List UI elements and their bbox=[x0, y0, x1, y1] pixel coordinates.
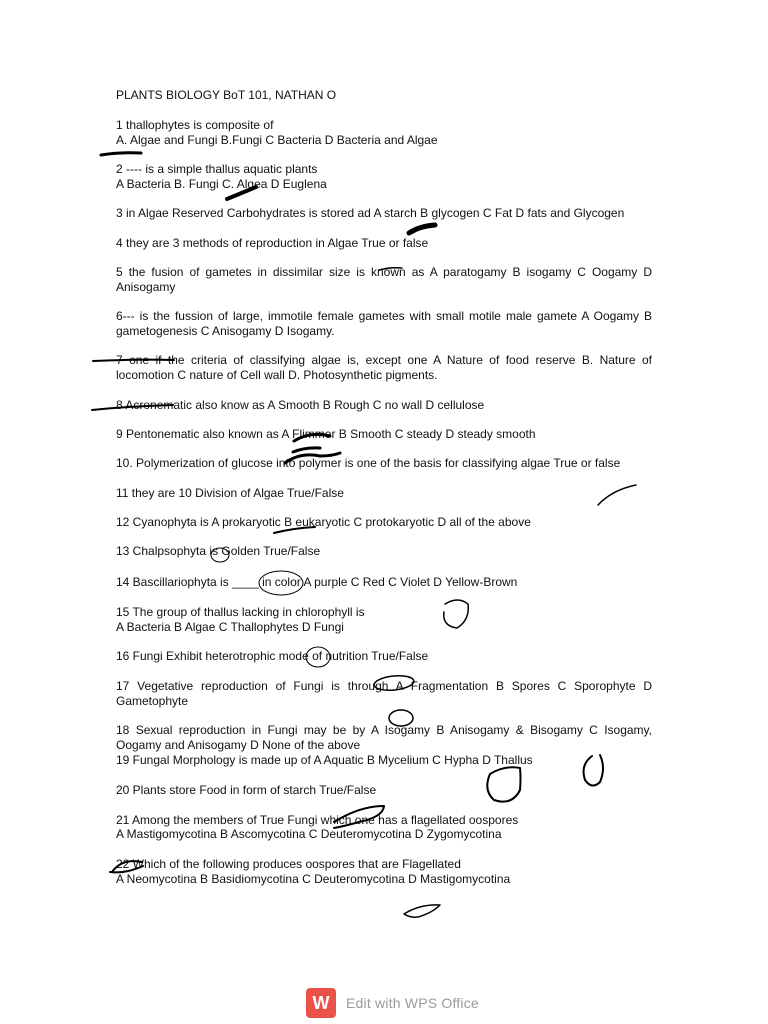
question-options: A. Algae and Fungi B.Fungi C Bacteria D Bacteria and Algae bbox=[116, 132, 438, 147]
question-2 bbox=[116, 162, 652, 192]
question-4: 4 they are 3 methods of reproduction in Algae True or false bbox=[116, 235, 429, 250]
question-16: 16 Fungi Exhibit heterotrophic mode of nutrition True/False bbox=[116, 649, 429, 664]
wps-logo-icon: W bbox=[306, 988, 336, 1018]
question-11: 11 they are 10 Division of Algae True/False bbox=[116, 485, 344, 500]
wps-watermark-text: Edit with WPS Office bbox=[346, 995, 479, 1011]
question-options: A Neomycotina B Basidiomycotina C Deuteromycotina D Mastigomycotina bbox=[116, 871, 511, 886]
question-20: 20 Plants store Food in form of starch True/False bbox=[116, 783, 377, 798]
question-options: A Mastigomycotina B Ascomycotina C Deuteromycotina D Zygomycotina bbox=[116, 827, 502, 842]
question-stem: 21 Among the members of True Fungi which one has a flagellated oospores bbox=[116, 812, 519, 827]
question-10: 10. Polymerization of glucose into polymer is one of the basis for classifying algae True or false bbox=[116, 456, 621, 471]
question-21 bbox=[116, 813, 652, 843]
question-stem: 15 The group of thallus lacking in chlorophyll is bbox=[116, 604, 365, 619]
answer-circle-q22 bbox=[404, 905, 440, 917]
question-13: 13 Chalpsophyta is Golden True/False bbox=[116, 544, 321, 559]
question-5: 5 the fusion of gametes in dissimilar size is known as A paratogamy B isogamy C Oogamy D Anisogamy bbox=[116, 264, 652, 294]
question-options: A Bacteria B. Fungi C. Algea D Euglena bbox=[116, 176, 327, 191]
question-6: 6--- is the fussion of large, immotile female gametes with small motile male gamete A Oogamy B gametogenesis C Anisogamy D Isogamy. bbox=[116, 309, 652, 338]
question-stem: 1 thallophytes is composite of bbox=[116, 117, 274, 132]
document-body bbox=[116, 88, 652, 886]
question-9: 9 Pentonematic also known as A Flimmer B Smooth C steady D steady smooth bbox=[116, 426, 536, 441]
question-8: 8 Acronematic also know as A Smooth B Rough C no wall D cellulose bbox=[116, 397, 485, 412]
question-14: 14 Bascillariophyta is ____ in color A purple C Red C Violet D Yellow-Brown bbox=[116, 574, 518, 589]
question-22 bbox=[116, 857, 652, 887]
question-18: 18 Sexual reproduction in Fungi may be by A Isogamy B Anisogamy & Bisogamy C Isogamy, Oogamy and Anisogamy D None of the above bbox=[116, 723, 652, 753]
question-15 bbox=[116, 605, 652, 635]
question-17: 17 Vegetative reproduction of Fungi is through A Fragmentation B Spores C Sporophyte D Gametophyte bbox=[116, 679, 652, 709]
question-19: 19 Fungal Morphology is made up of A Aquatic B Mycelium C Hypha D Thallus bbox=[116, 753, 533, 767]
question-12: 12 Cyanophyta is A prokaryotic B eukaryotic C protokaryotic D all of the above bbox=[116, 515, 531, 530]
document-title: PLANTS BIOLOGY BoT 101, NATHAN O bbox=[116, 88, 337, 102]
question-stem: 22 Which of the following produces oospores that are Flagellated bbox=[116, 856, 461, 871]
question-3: 3 in Algae Reserved Carbohydrates is stored ad A starch B glycogen C Fat D fats and Glycogen bbox=[116, 206, 625, 221]
question-1 bbox=[116, 118, 652, 148]
question-options: A Bacteria B Algae C Thallophytes D Fungi bbox=[116, 619, 344, 634]
wps-watermark[interactable] bbox=[306, 988, 479, 1018]
question-stem: 2 ---- is a simple thallus aquatic plants bbox=[116, 161, 318, 176]
question-7: 7 one if the criteria of classifying algae is, except one A Nature of food reserve B. Nature of locomotion C nature of Cell wall D. Photosynthetic pigments. bbox=[116, 353, 652, 383]
